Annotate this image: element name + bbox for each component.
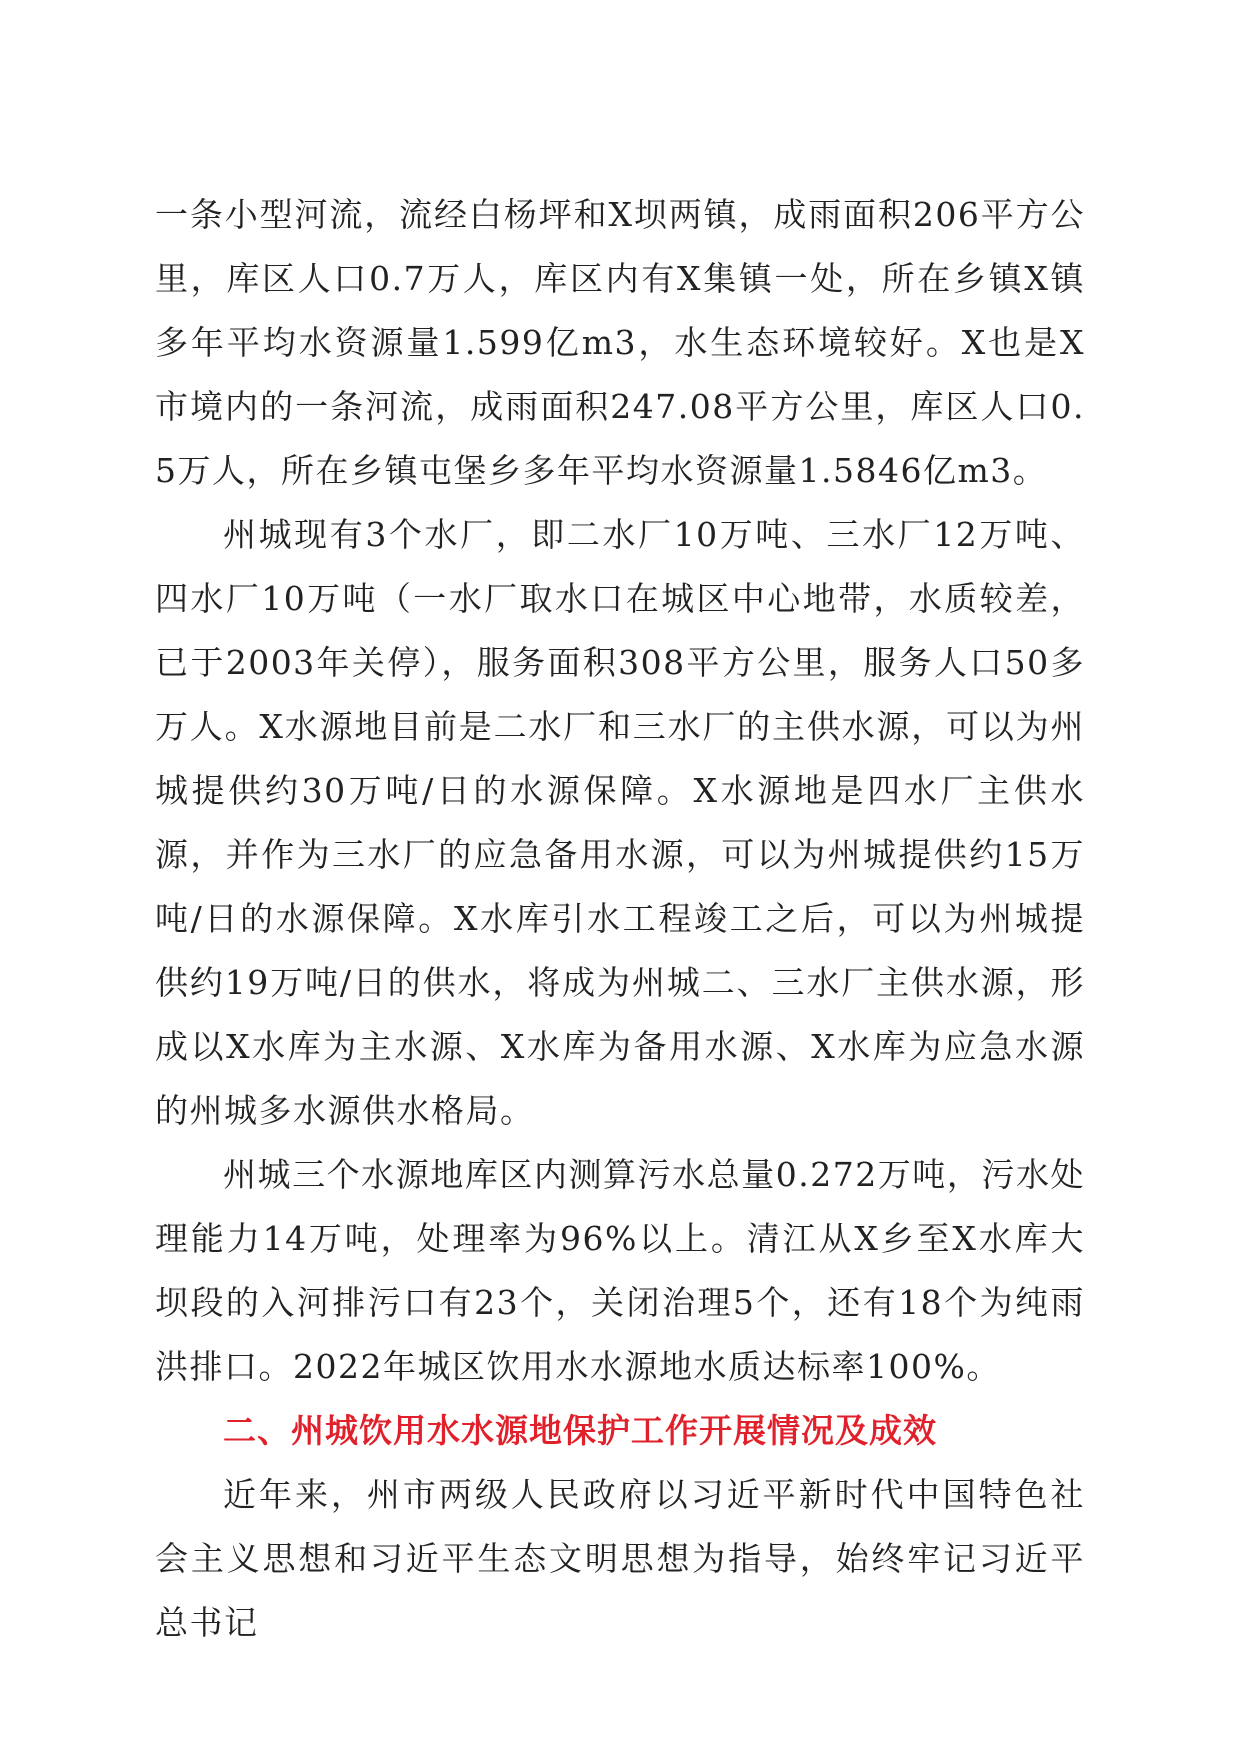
paragraph-water-plants: 州城现有3个水厂，即二水厂10万吨、三水厂12万吨、四水厂10万吨（一水厂取水口在城区中心地带，水质较差，已于2003年关停），服务面积308平方公里，服务人口50多万人。X水源地目前是二水厂和三水厂的主供水源，可以为州城提供约30万吨/日的水源保障。X水源地是四水厂主供水源，并作为三水厂的应急备用水源，可以为州城提供约15万吨/日的水源保障。X水库引水工程竣工之后，可以为州城提供约19万吨/日的供水，将成为州城二、三水厂主供水源，形成以X水库为主水源、X水库为备用水源、X水库为应急水源的州城多水源供水格局。 [155,515,1085,1130]
paragraph-recent-years: 近年来，州市两级人民政府以习近平新时代中国特色社会主义思想和习近平生态文明思想为指导，始终牢记习近平总书记 [155,1475,1085,1642]
paragraph-sewage-treatment: 州城三个水源地库区内测算污水总量0.272万吨，污水处理能力14万吨，处理率为96%以上。清江从X乡至X水库大坝段的入河排污口有23个，关闭治理5个，还有18个为纯雨洪排口。2022年城区饮用水水源地水质达标率100%。 [155,1155,1085,1386]
document-body [155,183,1085,1655]
section-heading: 二、州城饮用水水源地保护工作开展情况及成效 [223,1411,937,1450]
paragraph-reservoir-description: 一条小型河流，流经白杨坪和X坝两镇，成雨面积206平方公里，库区人口0.7万人，库区内有X集镇一处，所在乡镇X镇多年平均水资源量1.599亿m3，水生态环境较好。X也是X市境内的一条河流，成雨面积247.08平方公里，库区人口0.5万人，所在乡镇屯堡乡多年平均水资源量1.5846亿m3。 [155,195,1085,490]
